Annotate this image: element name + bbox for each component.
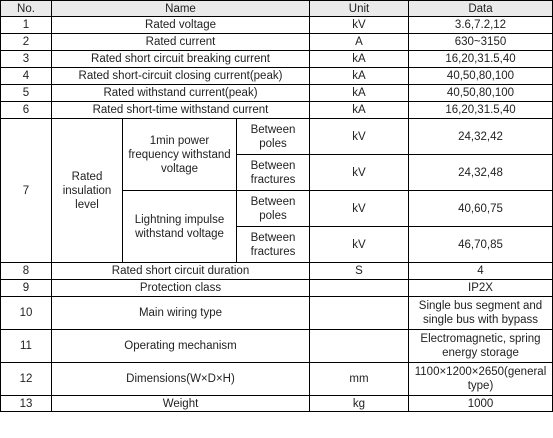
row-name: Rated voltage (52, 17, 310, 34)
row-data: 24,32,42 (409, 119, 553, 155)
row-data: 1000 (409, 396, 553, 412)
table-row (1, 363, 553, 396)
subrow-label: Between poles (237, 191, 310, 227)
subrow-label: Between fractures (237, 155, 310, 191)
header-row (1, 1, 553, 17)
row-unit: kA (310, 51, 409, 68)
table-row (1, 330, 553, 363)
row-name: Protection class (52, 280, 310, 297)
row-unit: kA (310, 68, 409, 85)
row-data: IP2X (409, 280, 553, 297)
row-data: 40,50,80,100 (409, 68, 553, 85)
row-data: Electromagnetic, spring energy storage (409, 330, 553, 363)
row-name: Rated short circuit breaking current (52, 51, 310, 68)
row-no: 6 (1, 102, 52, 119)
row-name: Rated short-time withstand current (52, 102, 310, 119)
row-no: 10 (1, 297, 52, 330)
row-no: 5 (1, 85, 52, 102)
table-row (1, 51, 553, 68)
row-data: 40,60,75 (409, 191, 553, 227)
row-unit: A (310, 34, 409, 51)
row-name: Dimensions(W×D×H) (52, 363, 310, 396)
row-data: 40,50,80,100 (409, 85, 553, 102)
row-no: 9 (1, 280, 52, 297)
row-no: 7 (1, 119, 52, 263)
row-unit (310, 330, 409, 363)
row-name: Operating mechanism (52, 330, 310, 363)
header-name: Name (52, 1, 310, 17)
row-data: 630~3150 (409, 34, 553, 51)
row-no: 2 (1, 34, 52, 51)
table-row (1, 85, 553, 102)
row-data: 4 (409, 263, 553, 280)
row-no: 11 (1, 330, 52, 363)
header-no: No. (1, 1, 52, 17)
header-data: Data (409, 1, 553, 17)
row-unit: kA (310, 85, 409, 102)
row-unit (310, 297, 409, 330)
row-unit: kV (310, 17, 409, 34)
insulation-row (1, 119, 553, 155)
table-row (1, 68, 553, 85)
row-unit: S (310, 263, 409, 280)
table-row (1, 17, 553, 34)
row-data: 1100×1200×2650(general type) (409, 363, 553, 396)
row-data: 16,20,31.5,40 (409, 102, 553, 119)
row-data: 3.6,7.2,12 (409, 17, 553, 34)
row-no: 1 (1, 17, 52, 34)
table-row (1, 34, 553, 51)
row-data: 24,32,48 (409, 155, 553, 191)
table-row (1, 102, 553, 119)
lightning-impulse-label: Lightning impulse withstand voltage (123, 191, 237, 263)
row-data: 16,20,31.5,40 (409, 51, 553, 68)
table-row (1, 263, 553, 280)
row-unit: kV (310, 191, 409, 227)
row-no: 12 (1, 363, 52, 396)
row-no: 8 (1, 263, 52, 280)
row-unit: kV (310, 119, 409, 155)
row-name: Rated current (52, 34, 310, 51)
row-no: 4 (1, 68, 52, 85)
row-unit: kV (310, 155, 409, 191)
row-no: 13 (1, 396, 52, 412)
row-name: Main wiring type (52, 297, 310, 330)
subrow-label: Between poles (237, 119, 310, 155)
row-name: Weight (52, 396, 310, 412)
row-name: Rated short-circuit closing current(peak) (52, 68, 310, 85)
row-no: 3 (1, 51, 52, 68)
row-name: Rated withstand current(peak) (52, 85, 310, 102)
table-row (1, 297, 553, 330)
row-unit: mm (310, 363, 409, 396)
power-frequency-label: 1min power frequency withstand voltage (123, 119, 237, 191)
row-name: Rated short circuit duration (52, 263, 310, 280)
row-unit: kV (310, 227, 409, 263)
row-unit: kg (310, 396, 409, 412)
insulation-label: Rated insulation level (52, 119, 123, 263)
table-row (1, 396, 553, 412)
row-unit: kA (310, 102, 409, 119)
header-unit: Unit (310, 1, 409, 17)
subrow-label: Between fractures (237, 227, 310, 263)
row-data: Single bus segment and single bus with bypass (409, 297, 553, 330)
table-row (1, 280, 553, 297)
row-unit (310, 280, 409, 297)
row-data: 46,70,85 (409, 227, 553, 263)
